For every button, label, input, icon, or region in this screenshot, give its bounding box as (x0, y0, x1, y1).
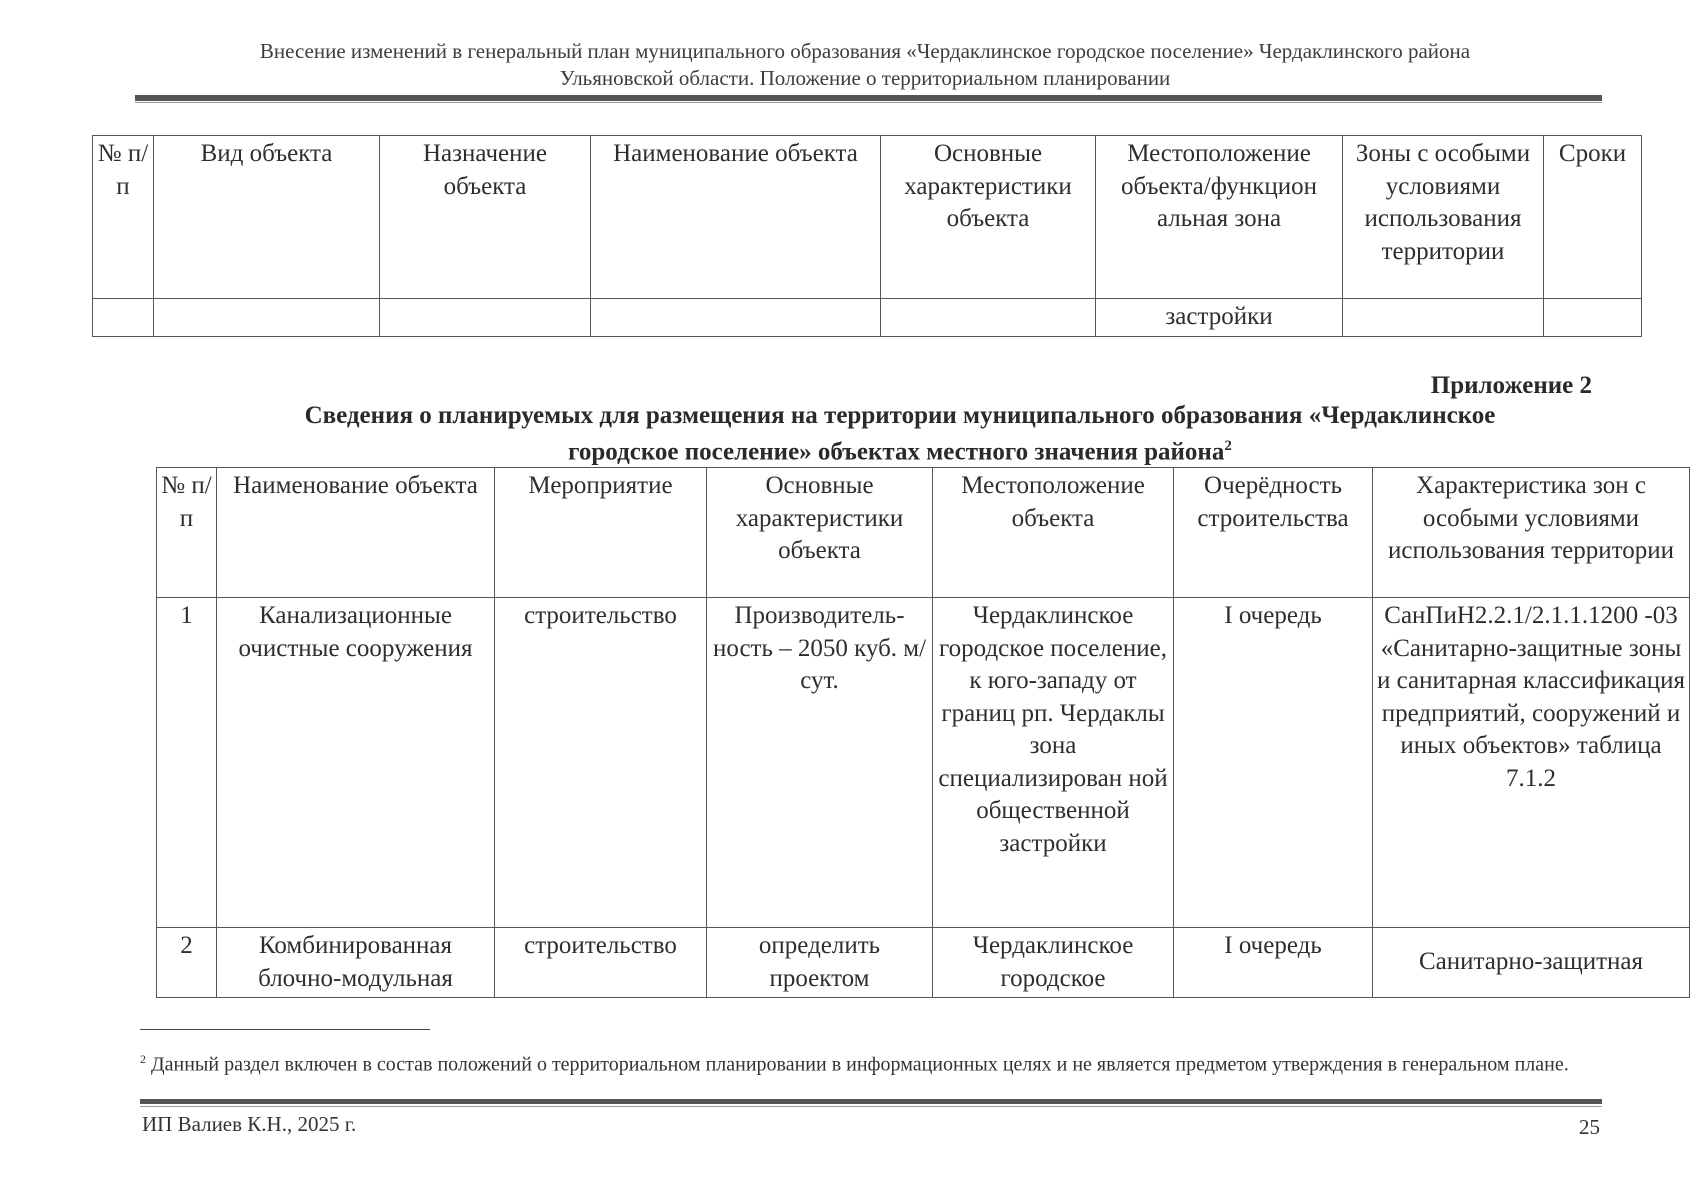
t2-row2-zones: Санитарно-защитная (1373, 928, 1690, 998)
t2-row2-name: Комбинированная блочно-модульная (217, 928, 495, 998)
table-row (157, 928, 1690, 998)
header-rule (135, 95, 1602, 101)
t1-header-num: № п/п (93, 136, 154, 299)
table-row (157, 598, 1690, 928)
t2-header-num: № п/ п (157, 468, 217, 598)
t2-header-chars: Основные характеристики объекта (707, 468, 933, 598)
header-line-1: Внесение изменений в генеральный план муниципального образования «Чердаклинское городское поселение» Чердаклинского района (259, 39, 1471, 63)
section-title-line-2 (200, 431, 1600, 467)
footnote-separator (140, 1029, 430, 1030)
t1-cell-num (93, 299, 154, 337)
t2-row1-action: строительство (495, 598, 707, 928)
section-title-text: городское поселение» объектах местного значения района (568, 438, 1225, 466)
t2-row2-queue: I очередь (1174, 928, 1373, 998)
table1-header-row (93, 136, 1642, 299)
t1-header-chars: Основные характеристики объекта (881, 136, 1096, 299)
t2-row2-chars: определить проектом (707, 928, 933, 998)
footer-author: ИП Валиев К.Н., 2025 г. (142, 1112, 357, 1136)
footer-rule-thin (140, 1106, 1602, 1107)
local-objects-table (156, 467, 1690, 998)
objects-table-continued (92, 135, 1642, 337)
t2-row2-location: Чердаклинское городское (933, 928, 1174, 998)
header-line-2: Ульяновской области. Положение о территориальном планировании (559, 66, 1171, 90)
t1-cell-type (154, 299, 380, 337)
t1-cell-chars (881, 299, 1096, 337)
t1-cell-name (591, 299, 881, 337)
t2-row2-action: строительство (495, 928, 707, 998)
page-number: 25 (1579, 1115, 1600, 1139)
footnote-ref[interactable]: 2 (1224, 438, 1232, 454)
t1-header-terms: Сроки (1544, 136, 1642, 299)
t2-header-location: Местоположение объекта (933, 468, 1174, 598)
footnote-mark: 2 (140, 1052, 146, 1066)
page-header (120, 38, 1610, 92)
t1-cell-location: застройки (1096, 299, 1343, 337)
section-title (200, 400, 1600, 467)
t2-row2-num: 2 (157, 928, 217, 998)
footnote-text: Данный раздел включен в состав положений о территориальном планировании в информационных целях и не является предметом утверждения в генеральном плане. (151, 1053, 1569, 1076)
t1-header-purpose: Назначение объекта (380, 136, 591, 299)
table-row (93, 299, 1642, 337)
t2-header-action: Мероприятие (495, 468, 707, 598)
t1-header-zones: Зоны с особыми условиями использования территории (1343, 136, 1544, 299)
t2-row1-chars: Производитель-ность – 2050 куб. м/сут. (707, 598, 933, 928)
t1-cell-terms (1544, 299, 1642, 337)
t2-row1-location: Чердаклинское городское поселение, к юго-западу от границ рп. Чердаклы зона специализирован ной общественной застройки (933, 598, 1174, 928)
table2-header-row (157, 468, 1690, 598)
t1-cell-purpose (380, 299, 591, 337)
section-title-line-1: Сведения о планируемых для размещения на территории муниципального образования «Чердаклинское (304, 402, 1496, 429)
t2-header-name: Наименование объекта (217, 468, 495, 598)
t2-row1-num: 1 (157, 598, 217, 928)
t1-cell-zones (1343, 299, 1544, 337)
t2-header-zones: Характеристика зон с особыми условиями использования территории (1373, 468, 1690, 598)
footnote (140, 1046, 1600, 1078)
t2-row1-queue: I очередь (1174, 598, 1373, 928)
t2-row1-zones: СанПиН2.2.1/2.1.1.1200 -03 «Санитарно-защитные зоны и санитарная классификация предприятий, сооружений и иных объектов» таблица 7.1.2 (1373, 598, 1690, 928)
t1-header-name: Наименование объекта (591, 136, 881, 299)
footer-rule (140, 1099, 1602, 1104)
t1-header-type: Вид объекта (154, 136, 380, 299)
header-rule-thin (135, 102, 1602, 103)
t2-header-queue: Очерёдность строительства (1174, 468, 1373, 598)
t1-header-location: Местоположение объекта/функцион альная зона (1096, 136, 1343, 299)
appendix-label: Приложение 2 (1430, 372, 1592, 399)
t2-row1-name: Канализационные очистные сооружения (217, 598, 495, 928)
